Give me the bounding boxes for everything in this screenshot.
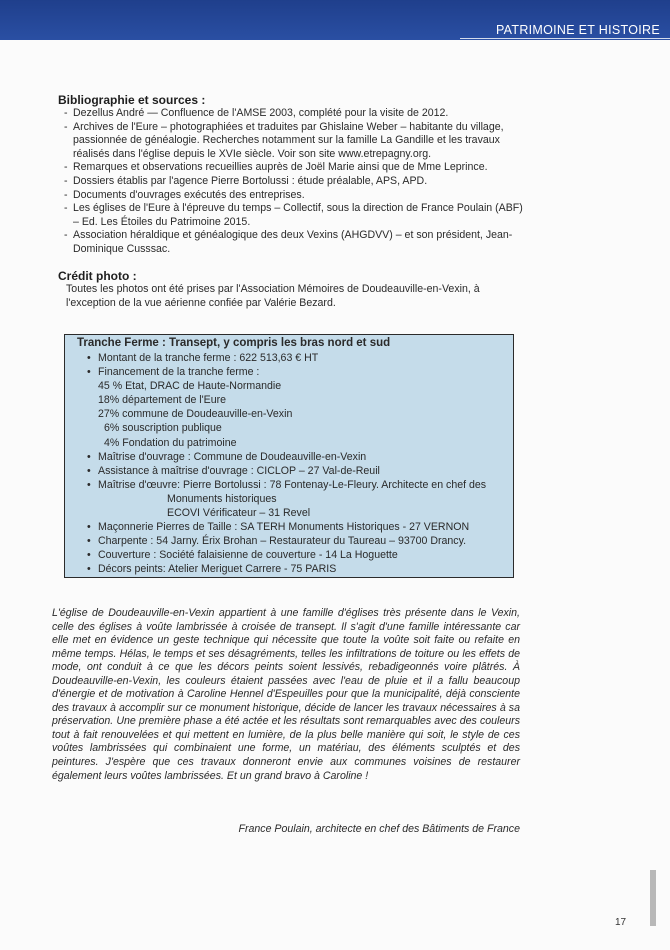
box-title: Tranche Ferme : Transept, y compris les bras nord et sud <box>77 337 391 349</box>
box-line: • Montant de la tranche ferme : 622 513,63 € HT <box>87 351 511 365</box>
box-line: 45 % Etat, DRAC de Haute-Normandie <box>98 380 282 393</box>
bibliography-item: - Association héraldique et généalogique des deux Vexins (AHGDVV) – et son président, Jean-Dominique Cusssac. <box>64 229 524 256</box>
author-signature: France Poulain, architecte en chef des Bâtiments de France <box>238 823 520 835</box>
box-line: • Couverture : Société falaisienne de couverture - 14 La Hoguette <box>87 548 511 562</box>
box-line: 18% département de l'Eure <box>98 394 227 407</box>
photo-credit-heading: Crédit photo : <box>58 269 137 283</box>
box-line: ECOVI Vérificateur – 31 Revel <box>167 507 311 520</box>
bibliography-heading: Bibliographie et sources : <box>58 93 206 107</box>
box-line: 6% souscription publique <box>104 422 222 435</box>
bibliography-list <box>64 107 524 257</box>
box-list <box>87 351 511 577</box>
section-title: PATRIMOINE ET HISTOIRE <box>495 23 660 37</box>
box-line: • Maîtrise d'ouvrage : Commune de Doudeauville-en-Vexin <box>87 450 511 464</box>
header-rule <box>460 38 670 39</box>
box-line: 27% commune de Doudeauville-en-Vexin <box>98 408 293 421</box>
box-line: • Décors peints: Atelier Meriguet Carrere - 75 PARIS <box>87 562 511 576</box>
article-text: L'église de Doudeauville-en-Vexin appartient à une famille d'églises très présente dans le Vexin, celle des églises à voûte lambrissée à croisée de transept. Il s'agit d'une famille intéressante car elle met en évidence un geste technique qui nécessite que toute la voûte soit faite ou refaite en même temps. Hélas, le temps et ses désagréments, telles les infiltrations de toiture ou les effets de mode, ont conduit à ce que les décors peints soient lessivés, rebadigeonnés voire plâtrés. À Doudeauville-en-Vexin, les couleurs étaient passées avec l'eau de pluie et il a fallu beaucoup d'énergie et de motivation à Caroline Hennel d'Espeuilles pour que la municipalité, déjà consciente des travaux à accomplir sur ce monument historique, décide de lancer les travaux nécessaires à sa préservation. Une première phase a été actée et les résultats sont remarquables avec des couleurs tout à fait renouvelées et qui mettent en lumière, de la plus belle manière qui soit, le style de ces voûtes lambrissées qui combinaient une forme, un matériau, des éléments sculptés et des peintures. J'espère que ces travaux donneront envie aux communes voisines de restaurer également leurs voûtes lambrissées. Et un grand bravo à Caroline ! <box>52 607 520 782</box>
bibliography-item: - Dossiers établis par l'agence Pierre Bortolussi : étude préalable, APS, APD. <box>64 175 524 189</box>
margin-bar <box>650 870 656 926</box>
box-line: • Financement de la tranche ferme : <box>87 365 511 379</box>
box-line: • Maçonnerie Pierres de Taille : SA TERH Monuments Historiques - 27 VERNON <box>87 520 511 534</box>
box-line: • Assistance à maîtrise d'ouvrage : CICLOP – 27 Val-de-Reuil <box>87 464 511 478</box>
bibliography-item: - Archives de l'Eure – photographiées et traduites par Ghislaine Weber – habitante du village, passionnée de généalogie. Recherches notamment sur la famille La Gandille et les travaux réalisés dans l'église depuis le XVIe siècle. Voir son site www.etrepagny.org. <box>64 121 524 162</box>
bibliography-item: - Dezellus André — Confluence de l'AMSE 2003, complété pour la visite de 2012. <box>64 107 524 121</box>
box-line: • Maîtrise d'œuvre: Pierre Bortolussi : 78 Fontenay-Le-Fleury. Architecte en chef des <box>87 478 511 492</box>
box-line: • Charpente : 54 Jarny. Érix Brohan – Restaurateur du Taureau – 93700 Drancy. <box>87 534 511 548</box>
bibliography-item: - Remarques et observations recueillies auprès de Joël Marie ainsi que de Mme Leprince. <box>64 161 524 175</box>
bibliography-item: - Les églises de l'Eure à l'épreuve du temps – Collectif, sous la direction de France Poulain (ABF) – Ed. Les Étoiles du Patrimoine 2015. <box>64 202 524 229</box>
photo-credit-text: Toutes les photos ont été prises par l'Association Mémoires de Doudeauville-en-Vexin, à l'exception de la vue aérienne confiée par Valérie Bezard. <box>66 283 480 309</box>
box-line: Monuments historiques <box>167 492 277 505</box>
page-number: 17 <box>615 917 627 928</box>
bibliography-item: - Documents d'ouvrages exécutés des entreprises. <box>64 189 524 203</box>
project-info-box <box>64 334 514 578</box>
box-line: 4% Fondation du patrimoine <box>104 436 237 449</box>
